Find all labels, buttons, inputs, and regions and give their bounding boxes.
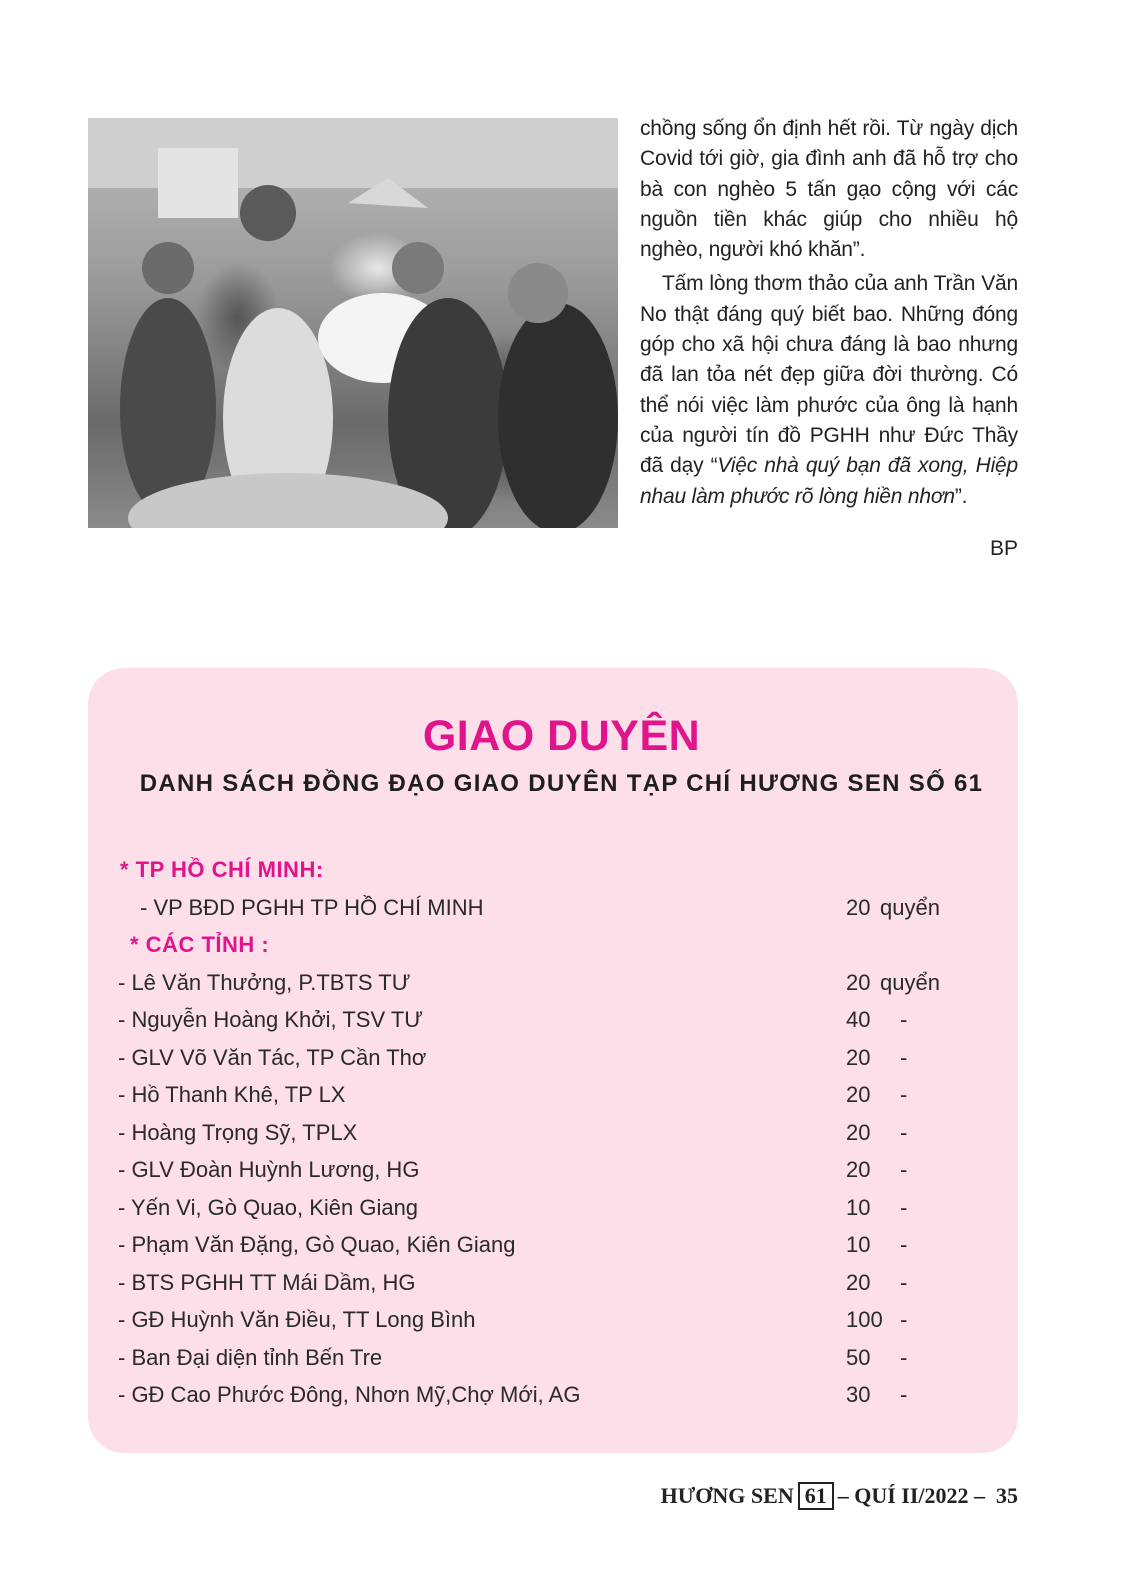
donor-qty: 100: [846, 1307, 883, 1332]
donor-unit: -: [900, 1345, 908, 1370]
list-item: [118, 1082, 998, 1114]
donor-unit: -: [900, 1307, 908, 1332]
donor-name: - VP BĐD PGHH TP HỒ CHÍ MINH: [140, 895, 484, 920]
issue-number: 61: [798, 1482, 834, 1510]
list-item: [118, 970, 998, 1002]
issue-period: – QUÍ II/2022 –: [837, 1483, 985, 1508]
list-item: [118, 1007, 998, 1039]
paragraph-2-text: Tấm lòng thơm thảo của anh Trần Văn No thật đáng quý biết bao. Những đóng góp cho xã hội chưa đáng là bao nhưng đã lan tỏa nét đẹp giữa đời thường. Có thể nói việc làm phước của ông là hạnh của người tín đồ PGHH như Đức Thầy đã dạy “: [640, 272, 1018, 478]
donor-unit: -: [900, 1120, 908, 1145]
article-paragraph-2: [640, 269, 1018, 511]
list-item: [118, 1157, 998, 1189]
quote-text: Việc nhà quý bạn đã xong, Hiệp nhau làm phước rõ lòng hiền nhơn: [640, 454, 1018, 508]
donor-unit: -: [900, 1045, 908, 1070]
donor-qty: 40: [846, 1007, 871, 1032]
section-heading-hcm: * TP HỒ CHÍ MINH:: [120, 857, 324, 882]
list-item: [118, 1307, 998, 1339]
donor-unit: -: [900, 1270, 908, 1295]
list-item: [118, 1045, 998, 1077]
donor-name: - Nguyễn Hoàng Khởi, TSV TƯ: [118, 1007, 424, 1032]
article-column: [640, 114, 1018, 516]
article-paragraph-1: chồng sống ổn định hết rồi. Từ ngày dịch Covid tới giờ, gia đình anh đã hỗ trợ cho bà con nghèo 5 tấn gạo cộng với các nguồn tiền khác giúp cho nhiều hộ nghèo, người khó khăn”.: [640, 117, 1018, 262]
donor-name: - Hoàng Trọng Sỹ, TPLX: [118, 1120, 358, 1145]
box-subtitle: DANH SÁCH ĐỒNG ĐẠO GIAO DUYÊN TẠP CHÍ HƯƠNG SEN SỐ 61: [139, 770, 984, 797]
magazine-name: HƯƠNG SEN: [660, 1483, 794, 1508]
donor-name: - GLV Võ Văn Tác, TP Cần Thơ: [118, 1045, 427, 1070]
donor-qty: 50: [846, 1345, 871, 1370]
donor-name: - GĐ Cao Phước Đông, Nhơn Mỹ,Chợ Mới, AG: [118, 1382, 581, 1407]
donor-name: - GLV Đoàn Huỳnh Lương, HG: [118, 1157, 420, 1182]
donor-qty: 20: [846, 1045, 871, 1070]
section-heading-provinces: * CÁC TỈNH :: [130, 932, 270, 957]
donor-unit: -: [900, 1157, 908, 1182]
donor-name: - BTS PGHH TT Mái Dầm, HG: [118, 1270, 416, 1295]
list-item: [118, 1270, 998, 1302]
donor-unit: quyển: [880, 970, 940, 995]
news-photo: [88, 118, 618, 528]
donor-unit: -: [900, 1195, 908, 1220]
donor-unit: -: [900, 1232, 908, 1257]
donor-qty: 20: [846, 1082, 871, 1107]
donor-name: - Yến Vi, Gò Quao, Kiên Giang: [118, 1195, 419, 1220]
list-item: [118, 1120, 998, 1152]
donor-name: - Hồ Thanh Khê, TP LX: [118, 1082, 346, 1107]
donor-qty: 20: [846, 1157, 871, 1182]
donor-name: - GĐ Huỳnh Văn Điều, TT Long Bình: [118, 1307, 476, 1332]
photo-illustration: [88, 118, 618, 528]
list-item: [140, 895, 1020, 927]
donor-unit: quyển: [880, 895, 940, 920]
list-item: [118, 1382, 998, 1414]
donor-qty: 20: [846, 970, 871, 995]
list-item: [118, 1195, 998, 1227]
donor-qty: 10: [846, 1195, 871, 1220]
donor-unit: -: [900, 1382, 908, 1407]
donor-qty: 20: [846, 1120, 871, 1145]
donor-qty: 30: [846, 1382, 871, 1407]
donor-name: - Ban Đại diện tỉnh Bến Tre: [118, 1345, 383, 1370]
box-title: GIAO DUYÊN: [422, 712, 701, 760]
donor-unit: -: [900, 1007, 908, 1032]
byline: BP: [989, 537, 1018, 560]
page-footer: [661, 1482, 1018, 1510]
donor-name: - Lê Văn Thưởng, P.TBTS TƯ: [118, 970, 411, 995]
page-number: 35: [996, 1483, 1018, 1508]
donor-qty: 10: [846, 1232, 871, 1257]
donor-unit: -: [900, 1082, 908, 1107]
list-item: [118, 1345, 998, 1377]
donor-name: - Phạm Văn Đặng, Gò Quao, Kiên Giang: [118, 1232, 516, 1257]
donor-qty: 20: [846, 895, 871, 920]
paragraph-2-end: ”.: [954, 484, 968, 508]
donor-qty: 20: [846, 1270, 871, 1295]
list-item: [118, 1232, 998, 1264]
